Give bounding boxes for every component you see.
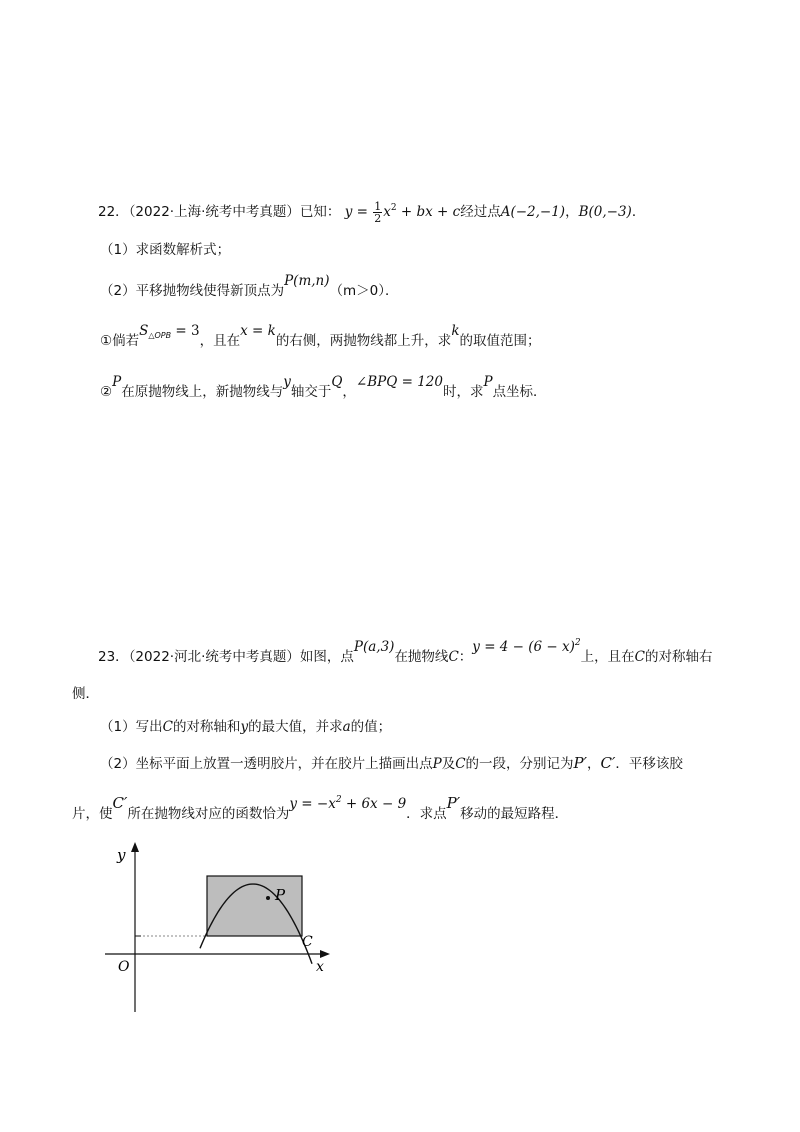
point-b: B(0,−3) [578, 204, 632, 220]
question-number: 23． [98, 649, 129, 665]
translated-formula: $y = -x^2 + 6x - 9$ [289, 795, 407, 812]
function-formula: y = $\frac{1}{2}$ $x^2$ + bx + c [344, 199, 461, 225]
q23-part-3: 片，使C′所在抛物线对应的函数恰为$y = -x^2 + 6x - 9$．求点P′移动的最短路程． [72, 794, 569, 822]
parabola-formula: $y = 4 - (6 - x)^2$ [472, 638, 581, 655]
y-axis-label: y [117, 846, 126, 864]
q23-part-1: （1）写出C的对称轴和y的最大值，并求a的值； [100, 719, 392, 735]
q22-sub-1: ①倘若$S_{\triangle OPB} = 3$，且在x = k的右侧，两抛物线都上升，求k的取值范围； [100, 323, 541, 349]
q22-line-1: 22．（2022·上海·统考中考真题）已知： y = $\frac{1}{2}$ $x^2$ + bx + c经过点A(−2,−1)，B(0,−3)． [98, 199, 646, 225]
question-source: （2022·上海·统考中考真题） [128, 204, 300, 220]
vertex-p: P(m,n) [284, 273, 330, 289]
q23-part-2: （2）坐标平面上放置一透明胶片，并在胶片上描画出点P及C的一段，分别记为P′，C′．平移该胶 [100, 754, 683, 772]
q22-sub-2: ②P在原抛物线上，新抛物线与y轴交于Q，∠BPQ = 120时，求P点坐标． [100, 374, 547, 400]
y-axis-arrow-icon [131, 842, 139, 852]
curve-c-label: C [302, 934, 313, 950]
q22-part-2: （2）平移抛物线使得新顶点为P(m,n)（m＞0）． [100, 273, 399, 299]
question-number: 22． [98, 204, 129, 220]
angle-formula: ∠BPQ = 120 [355, 374, 443, 390]
point-p-label: P [275, 886, 286, 904]
point-p-dot [266, 896, 270, 900]
question-source: （2022·河北·统考中考真题） [128, 649, 300, 665]
point-p: P(a,3) [353, 639, 395, 655]
x-axis-label: x [316, 959, 324, 975]
area-formula: $S_{\triangle OPB} = 3$ [139, 323, 200, 340]
q23-line-2: 侧． [72, 686, 99, 702]
origin-label: O [118, 959, 130, 975]
x-axis-arrow-icon [320, 950, 330, 958]
q22-part-1: （1）求函数解析式； [100, 242, 231, 258]
point-a: A(−2,−1) [500, 204, 566, 220]
parabola-figure [100, 840, 340, 1020]
q23-line-1: 23．（2022·河北·统考中考真题）如图，点P(a,3)在抛物线C：$y = 4 - (6 - x)^2$上，且在C的对称轴右 [98, 638, 713, 665]
